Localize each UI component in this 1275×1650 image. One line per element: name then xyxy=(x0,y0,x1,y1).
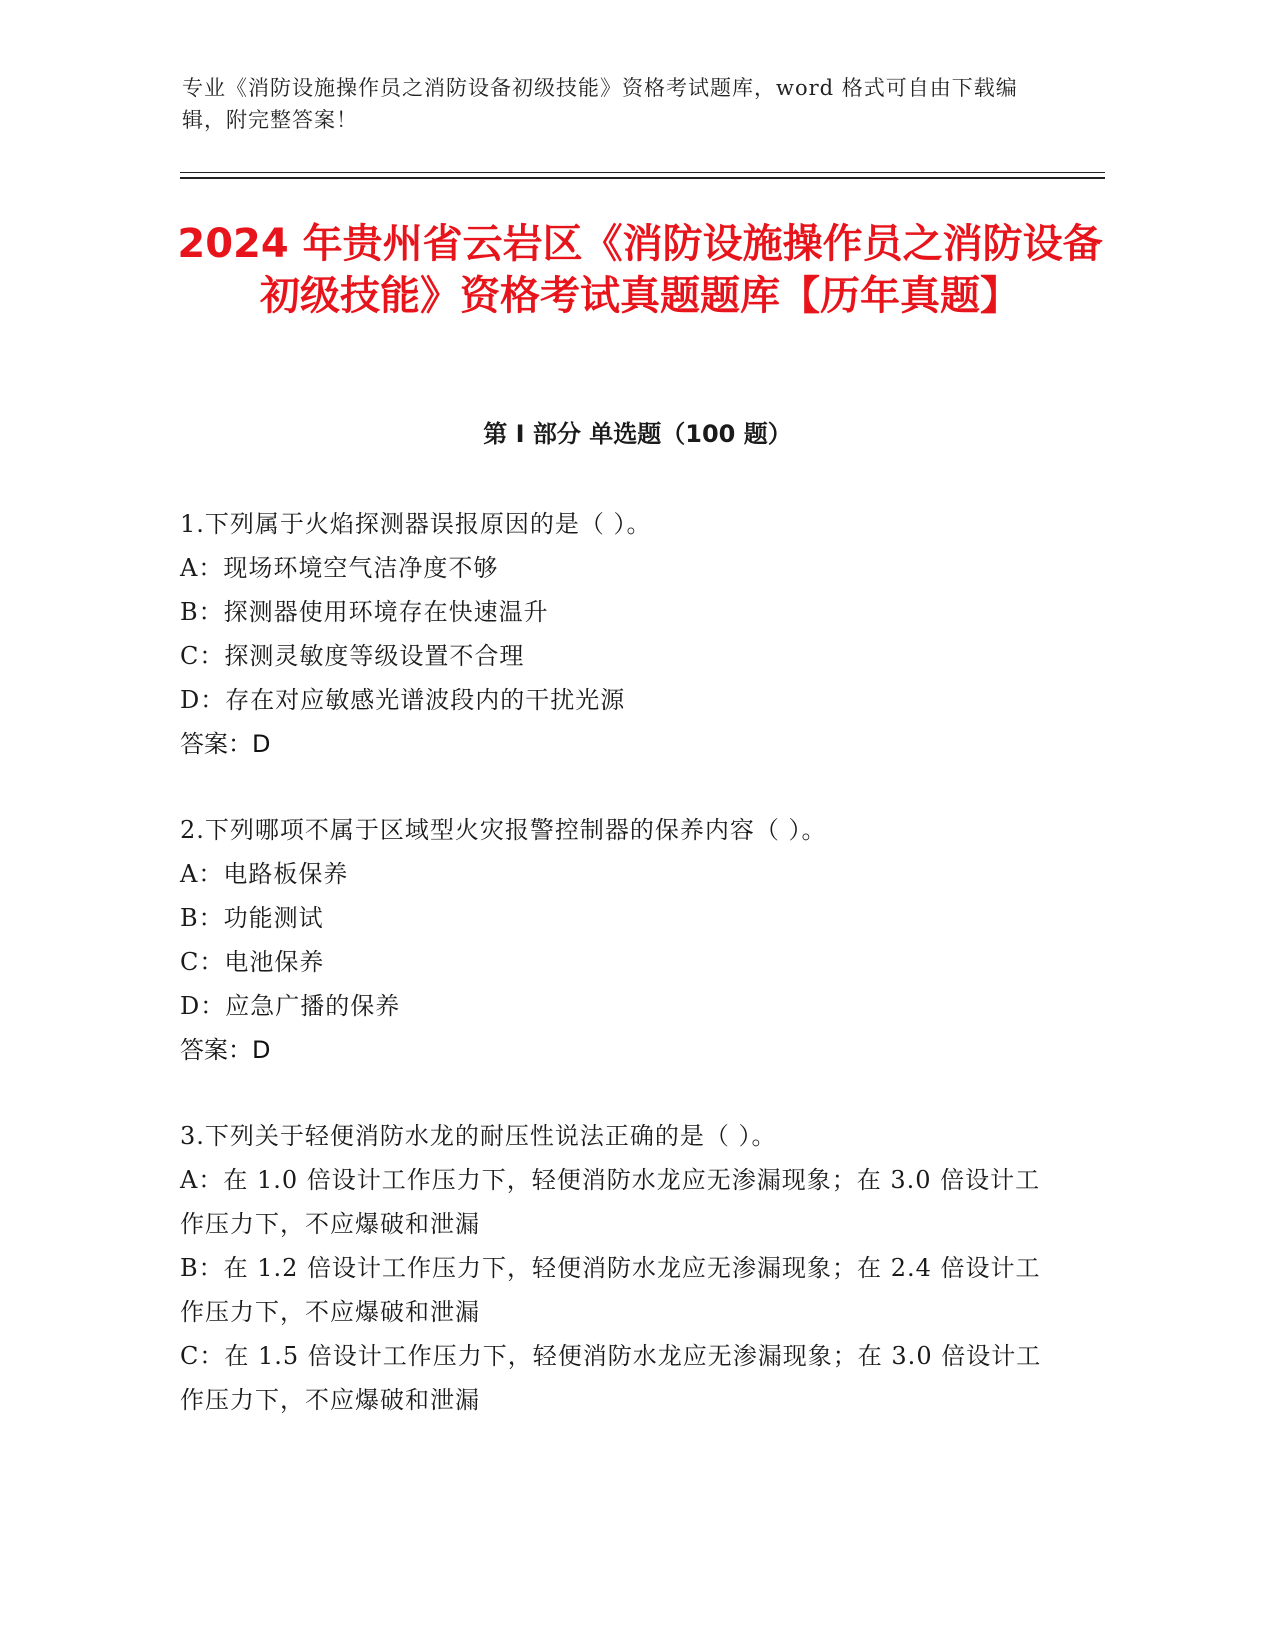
question-3 xyxy=(180,1114,1050,1422)
question-stem: 1.下列属于火焰探测器误报原因的是（ ）。 xyxy=(180,510,652,538)
option-c: C：探测灵敏度等级设置不合理 xyxy=(180,642,525,670)
question-1 xyxy=(180,502,1050,766)
option-d: D：应急广播的保养 xyxy=(180,992,401,1020)
answer-line: 答案：D xyxy=(180,730,271,758)
option-a: A：现场环境空气洁净度不够 xyxy=(180,554,499,582)
option-c: C：在 1.5 倍设计工作压力下，轻便消防水龙应无渗漏现象；在 3.0 倍设计工作压力下，不应爆破和泄漏 xyxy=(180,1342,1042,1414)
option-c: C：电池保养 xyxy=(180,948,325,976)
option-b: B：功能测试 xyxy=(180,904,324,932)
header-note: 专业《消防设施操作员之消防设备初级技能》资格考试题库，word 格式可自由下载编辑，附完整答案！ xyxy=(182,76,1018,132)
option-d: D：存在对应敏感光谱波段内的干扰光源 xyxy=(180,686,626,714)
document-title: 2024 年贵州省云岩区《消防设施操作员之消防设备初级技能》资格考试真题题库【历年真题】 xyxy=(177,221,1103,319)
question-stem: 2.下列哪项不属于区域型火灾报警控制器的保养内容（ ）。 xyxy=(180,816,827,844)
header-divider-thin xyxy=(180,172,1105,173)
option-b: B：探测器使用环境存在快速温升 xyxy=(180,598,549,626)
question-2 xyxy=(180,808,1050,1072)
header-divider-thick xyxy=(180,177,1105,179)
question-stem: 3.下列关于轻便消防水龙的耐压性说法正确的是（ ）。 xyxy=(180,1122,777,1150)
option-a: A：电路板保养 xyxy=(180,860,349,888)
answer-line: 答案：D xyxy=(180,1036,271,1064)
option-b: B：在 1.2 倍设计工作压力下，轻便消防水龙应无渗漏现象；在 2.4 倍设计工作压力下，不应爆破和泄漏 xyxy=(180,1254,1041,1326)
option-a: A：在 1.0 倍设计工作压力下，轻便消防水龙应无渗漏现象；在 3.0 倍设计工作压力下，不应爆破和泄漏 xyxy=(180,1166,1041,1238)
section-heading: 第 I 部分 单选题（100 题） xyxy=(483,420,792,448)
